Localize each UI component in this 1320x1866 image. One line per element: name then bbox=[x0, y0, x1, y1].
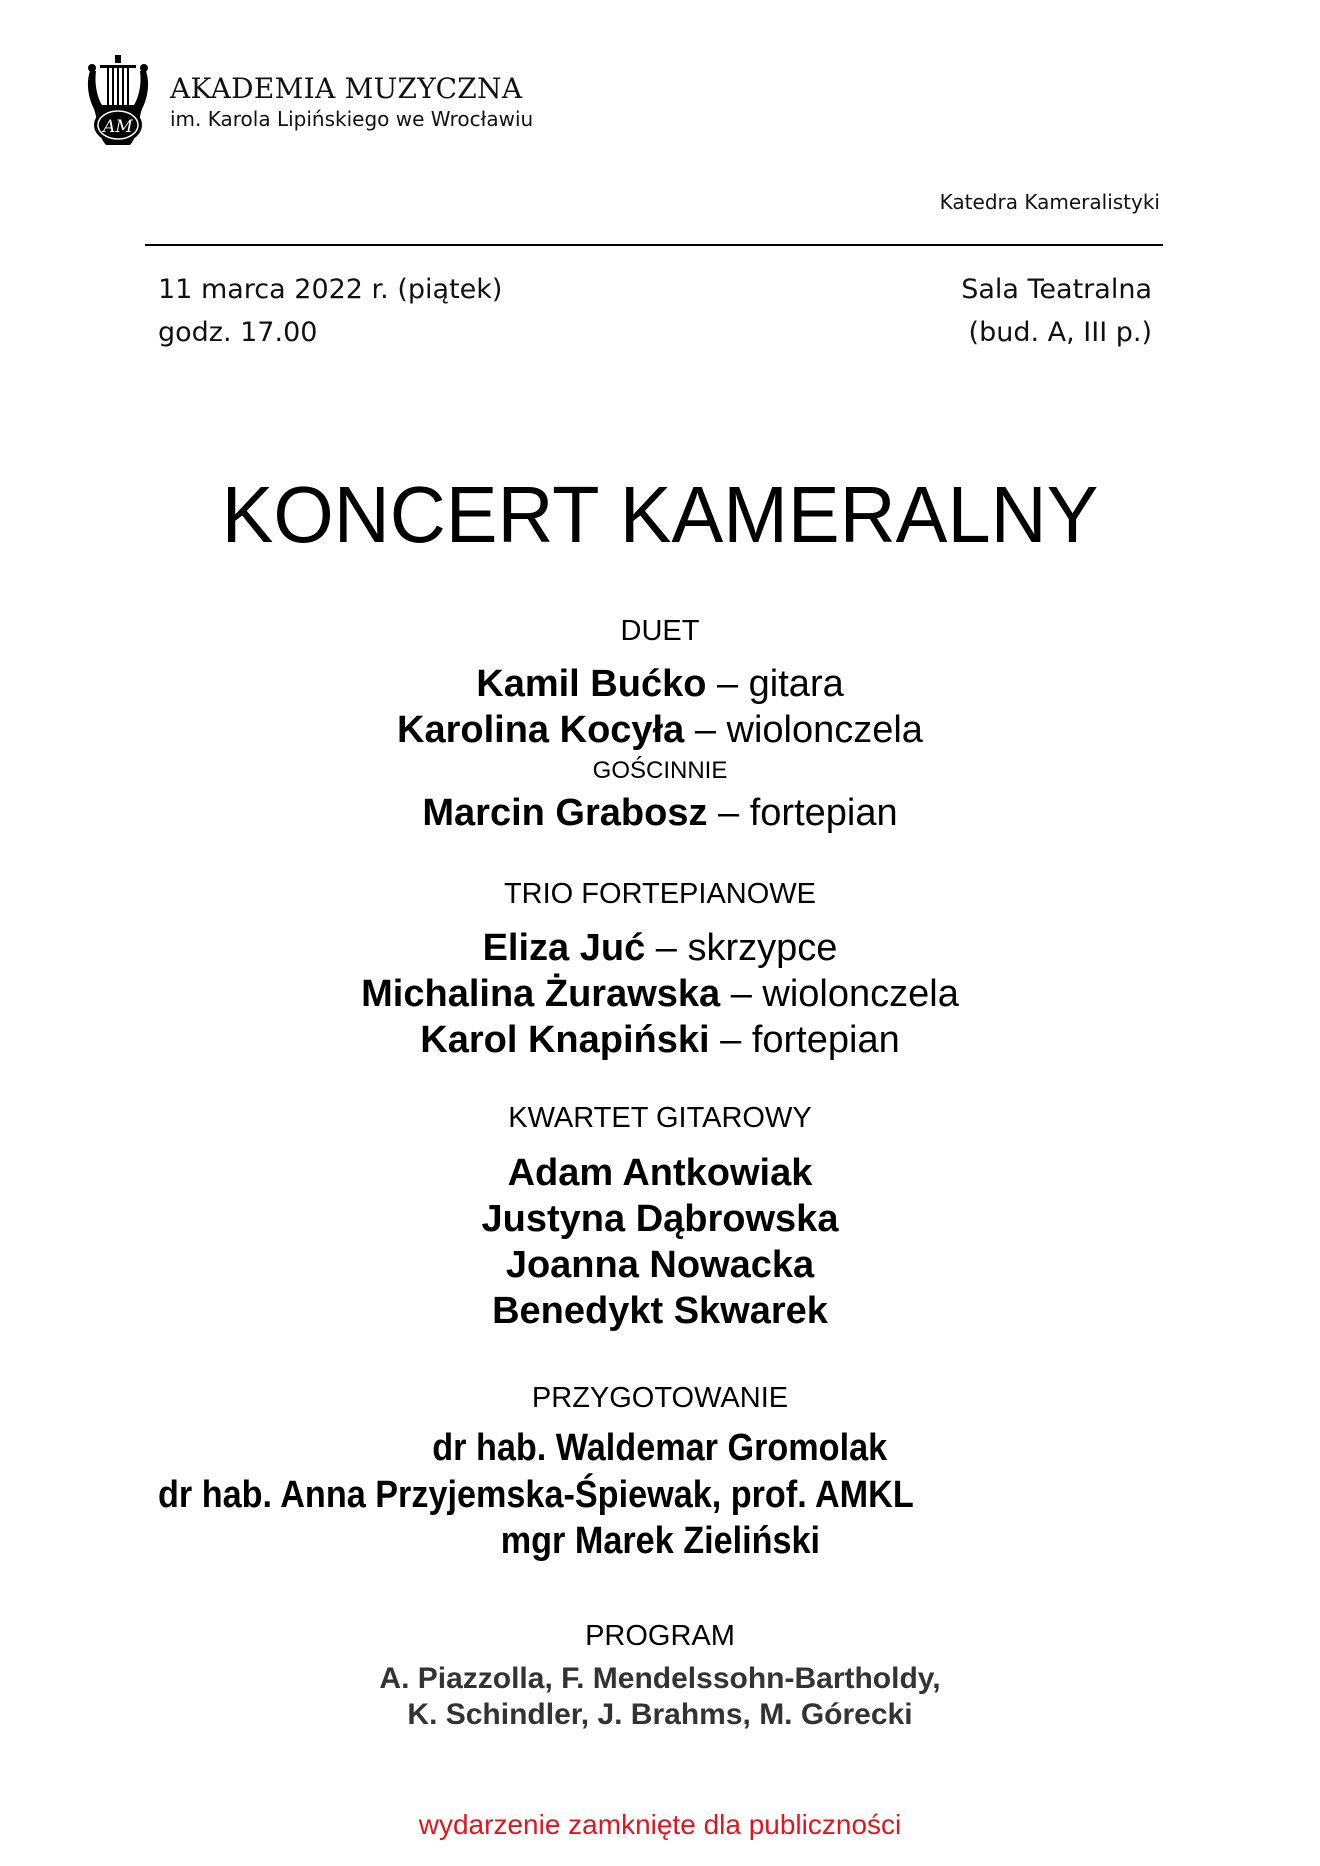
closed-event-notice: wydarzenie zamknięte dla publiczności bbox=[418, 1809, 902, 1840]
event-date: 11 marca 2022 r. (piątek) bbox=[158, 274, 503, 305]
program-line: K. Schindler, J. Brahms, M. Górecki bbox=[407, 1698, 913, 1731]
guest-member bbox=[0, 790, 1320, 836]
teacher-name: dr hab. Waldemar Gromolak bbox=[432, 1427, 888, 1469]
quartet-member: Justyna Dąbrowska bbox=[481, 1198, 839, 1240]
teacher-name: dr hab. Anna Przyjemska-Śpiewak, prof. AMKL bbox=[158, 1474, 914, 1516]
venue-detail: (bud. A, III p.) bbox=[968, 317, 1152, 348]
quartet-label: KWARTET GITAROWY bbox=[508, 1102, 812, 1134]
svg-text:AM: AM bbox=[103, 117, 133, 137]
quartet-member: Benedykt Skwarek bbox=[492, 1290, 828, 1332]
program-label: PROGRAM bbox=[585, 1620, 735, 1652]
teacher-name: mgr Marek Zieliński bbox=[500, 1520, 820, 1562]
institution-name: AKADEMIA MUZYCZNA bbox=[170, 72, 523, 105]
institution-subtitle: im. Karola Lipińskiego we Wrocławiu bbox=[170, 107, 534, 131]
duet-label: DUET bbox=[620, 615, 700, 647]
lyre-logo-icon bbox=[84, 53, 152, 153]
trio-member bbox=[0, 971, 1320, 1017]
header-divider bbox=[145, 244, 1163, 246]
performer-name: Marcin Grabosz bbox=[422, 792, 708, 834]
performer-instrument: – wiolonczela bbox=[694, 709, 923, 751]
duet-member bbox=[0, 661, 1320, 707]
duet-member bbox=[0, 707, 1320, 753]
quartet-member: Joanna Nowacka bbox=[505, 1244, 815, 1286]
performer-name: Michalina Żurawska bbox=[361, 973, 721, 1015]
department-name: Katedra Kameralistyki bbox=[939, 190, 1160, 214]
performer-name: Kamil Bućko bbox=[476, 663, 707, 705]
trio-member bbox=[0, 925, 1320, 971]
event-datetime bbox=[158, 268, 502, 354]
performer-name: Karol Knapiński bbox=[420, 1019, 710, 1061]
page-title: KONCERT KAMERALNY bbox=[221, 470, 1099, 559]
performer-name: Eliza Juć bbox=[482, 927, 646, 969]
trio-label: TRIO FORTEPIANOWE bbox=[503, 878, 817, 910]
quartet-member: Adam Antkowiak bbox=[507, 1152, 813, 1194]
program-line: A. Piazzolla, F. Mendelssohn-Bartholdy, bbox=[379, 1662, 941, 1695]
event-time: godz. 17.00 bbox=[158, 317, 318, 348]
performer-instrument: – fortepian bbox=[720, 1019, 900, 1061]
performer-instrument: – wiolonczela bbox=[730, 973, 959, 1015]
performer-instrument: – skrzypce bbox=[655, 927, 838, 969]
guest-label: GOŚCINNIE bbox=[592, 757, 728, 784]
performer-instrument: – gitara bbox=[716, 663, 844, 705]
trio-member bbox=[0, 1017, 1320, 1063]
performer-name: Karolina Kocyła bbox=[397, 709, 685, 751]
event-venue bbox=[961, 268, 1152, 354]
preparation-label: PRZYGOTOWANIE bbox=[531, 1382, 789, 1414]
performer-instrument: – fortepian bbox=[718, 792, 898, 834]
venue-name: Sala Teatralna bbox=[961, 274, 1152, 305]
